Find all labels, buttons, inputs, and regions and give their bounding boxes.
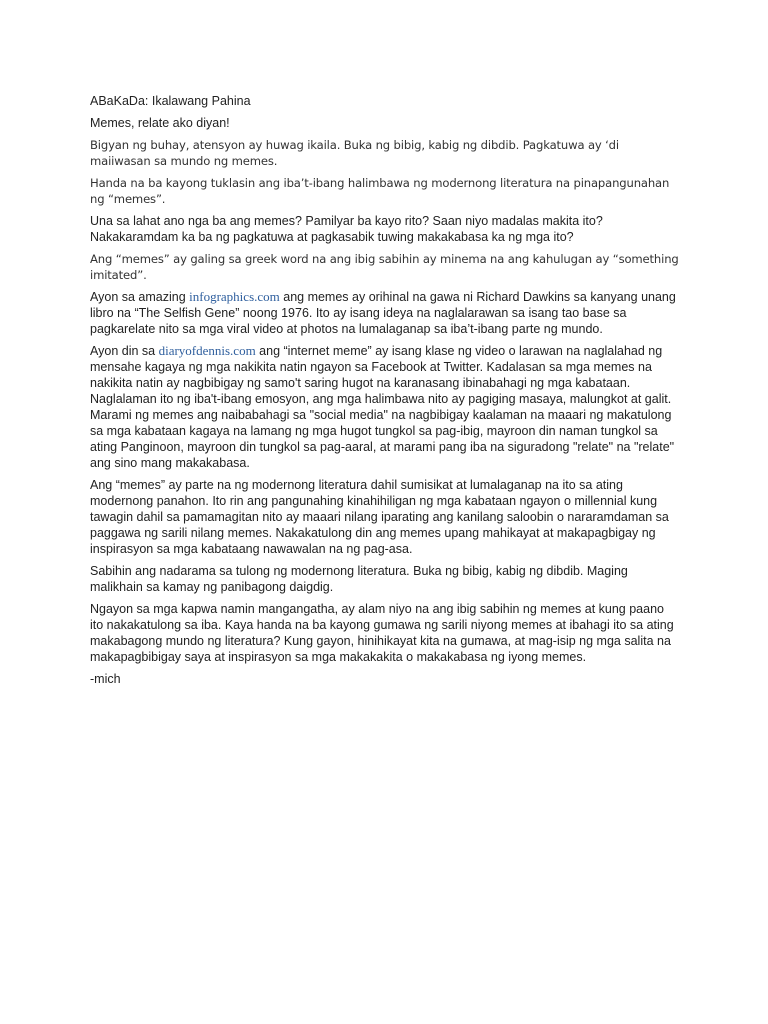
document-page <box>90 93 680 693</box>
paragraph-6-suffix: ang “internet meme” ay isang klase ng video o larawan na naglalahad ng mensahe kagaya ng mga nakikita natin ngayon sa Facebook at Twitter. Kadalasan sa mga memes na nakikita natin ay nagbibigay ng samo't saring hugot na karanasang ibinabahagi ng mga kabataan. Naglalaman ito ng iba't-ibang emosyon, ang mga halimbawa nito ay pagiging masaya, malungkot at galit. Marami ng memes ang naibabahagi sa "social media" na nagbibigay kaalaman na maaari ng makatulong sa mga kabataan kagaya na lamang ng mga hugot tungkol sa pag-ibig, mayroon din naman tungkol sa ating Panginoon, mayroon din tungkol sa pag-aaral, at marami pang iba na siguradong "relate" na "relate" ang sino mang makakabasa. <box>90 344 675 470</box>
document-title: ABaKaDa: Ikalawang Pahina <box>90 94 251 108</box>
paragraph-5-prefix: Ayon sa amazing <box>90 290 190 304</box>
document-subtitle: Memes, relate ako diyan! <box>90 116 230 130</box>
paragraph-6 <box>90 343 680 471</box>
paragraph-2: Handa na ba kayong tuklasin ang iba’t-ibang halimbawa ng modernong literatura na pinapangunahan ng “memes”. <box>90 176 670 206</box>
paragraph-1: Bigyan ng buhay, atensyon ay huwag ikaila. Buka ng bibig, kabig ng dibdib. Pagkatuwa ay ‘di maiiwasan sa mundo ng memes. <box>90 138 619 168</box>
signature: -mich <box>90 672 121 686</box>
paragraph-7: Ang “memes” ay parte na ng modernong literatura dahil sumisikat at lumalaganap na ito sa ating modernong panahon. Ito rin ang pangunahing kinahihiligan ng mga kabataan ngayon o millennial kung tawagin dahil sa pamamagitan nito ay maaari nilang iparating ang kanilang saloobin o nararamdaman sa paggawa ng sarili nilang memes. Nakakatulong din ang memes upang mahikayat at makapagbigay ng inspirasyon sa mga kabataang nawawalan na ng pag-asa. <box>90 478 669 556</box>
paragraph-6-prefix: Ayon din sa <box>90 344 159 358</box>
paragraph-5-suffix: ang memes ay orihinal na gawa ni Richard Dawkins sa kanyang unang libro na “The Selfish Gene” noong 1976. Ito ay isang ideya na naglalarawan sa isang tao base sa pagkarelate nito sa mga viral video at photos na lumalaganap sa iba’t-ibang parte ng mundo. <box>90 290 676 336</box>
paragraph-5 <box>90 289 680 337</box>
diaryofdennis-link[interactable]: diaryofdennis.com <box>158 343 256 358</box>
paragraph-9: Ngayon sa mga kapwa namin mangangatha, ay alam niyo na ang ibig sabihin ng memes at kung paano ito nakakatulong sa iba. Kaya handa na ba kayong gumawa ng sarili niyong memes at ibahagi ito sa ating makabagong mundo ng literatura? Kung gayon, hinihikayat kita na gumawa, at mag-isip ng mga salita na makapagbibigay saya at inspirasyon sa mga makakakita o makakabasa ng iyong memes. <box>90 602 674 664</box>
paragraph-3: Una sa lahat ano nga ba ang memes? Pamilyar ba kayo rito? Saan niyo madalas makita ito? Nakakaramdam ka ba ng pagkatuwa at pagkasabik tuwing makakabasa ka ng mga ito? <box>90 214 603 244</box>
paragraph-8: Sabihin ang nadarama sa tulong ng modernong literatura. Buka ng bibig, kabig ng dibdib. Maging malikhain sa kamay ng panibagong daigdig. <box>90 564 628 594</box>
infographics-link[interactable]: infographics.com <box>189 289 280 304</box>
paragraph-4: Ang “memes” ay galing sa greek word na ang ibig sabihin ay minema na ang kahulugan ay “something imitated”. <box>90 252 679 282</box>
